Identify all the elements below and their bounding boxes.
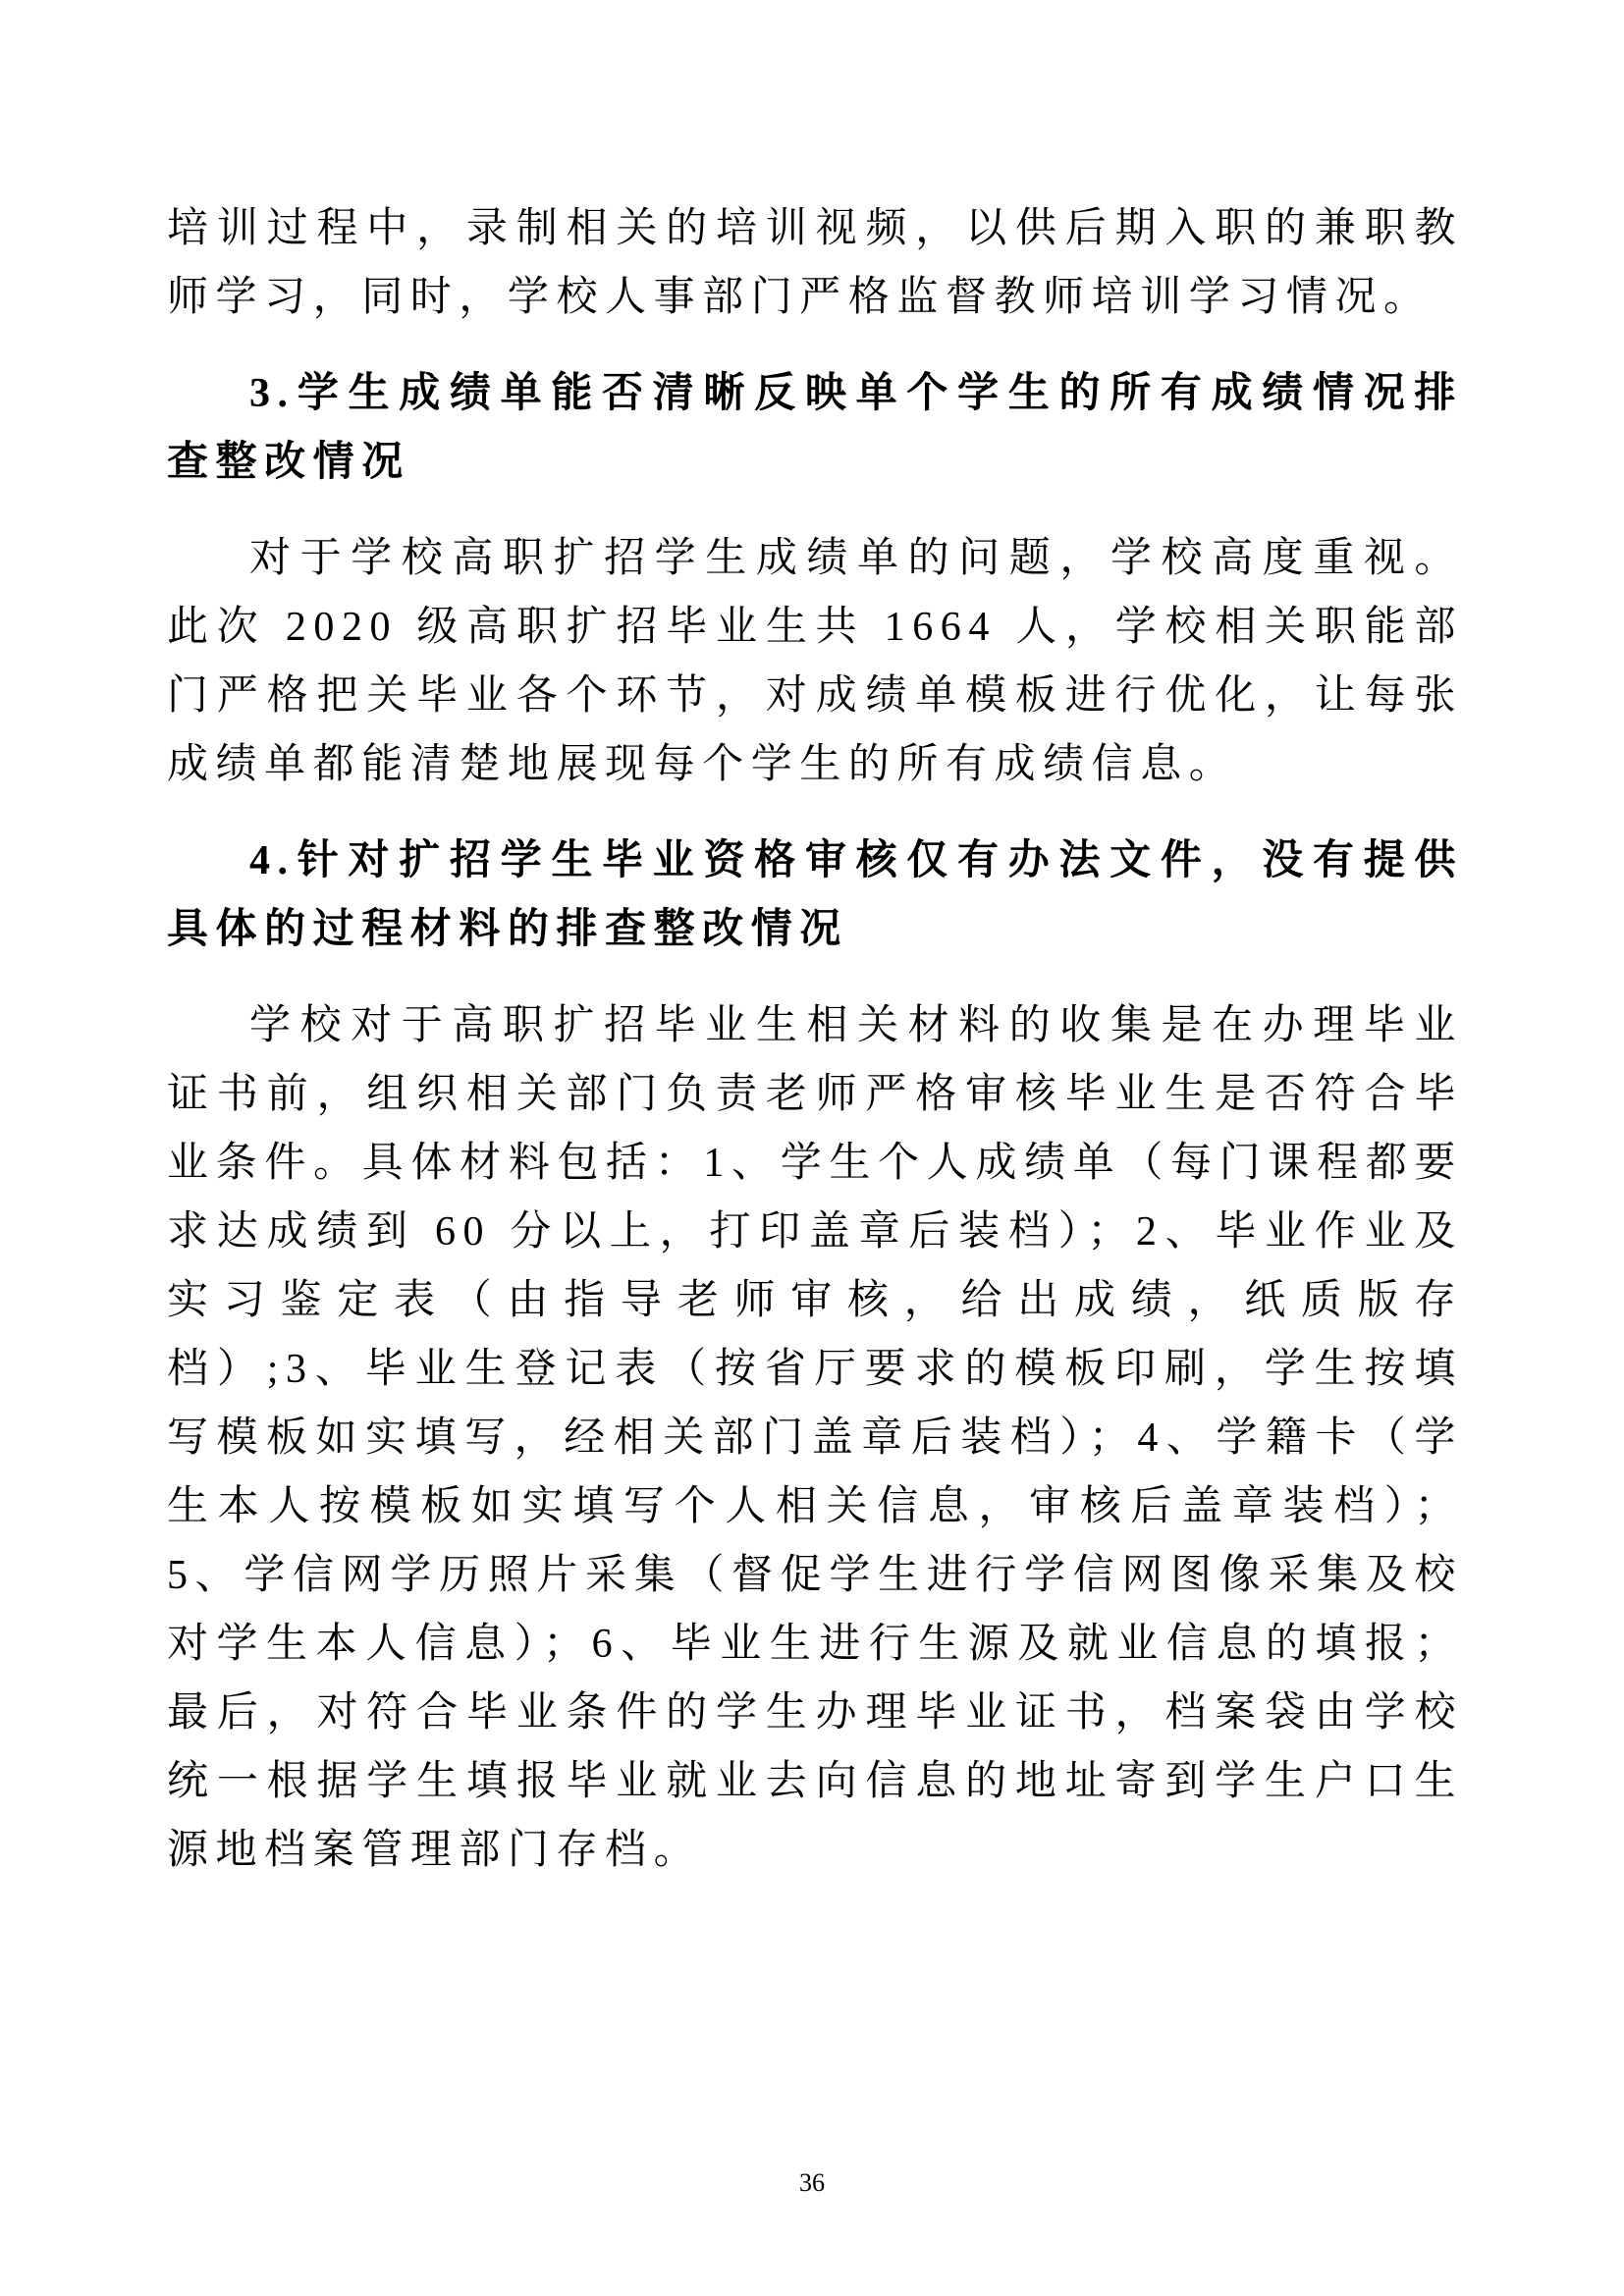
heading-item-3-transcript-clarity: 3.学生成绩单能否清晰反映单个学生的所有成绩情况排查整改情况	[167, 371, 1463, 485]
heading-item-4-graduation-review: 4.针对扩招学生毕业资格审核仅有办法文件，没有提供具体的过程材料的排查整改情况	[167, 838, 1463, 952]
paragraph-transcript-rectification: 对于学校高职扩招学生成绩单的问题，学校高度重视。此次 2020 级高职扩招毕业生共 1664 人，学校相关职能部门严格把关毕业各个环节，对成绩单模板进行优化，让每张成绩单都能清楚地展现每个学生的所有成绩信息。	[167, 536, 1463, 787]
paragraph-graduation-materials-process: 学校对于高职扩招毕业生相关材料的收集是在办理毕业证书前，组织相关部门负责老师严格审核毕业生是否符合毕业条件。具体材料包括：1、学生个人成绩单（每门课程都要求达成绩到 60 分以上，打印盖章后装档）；2、毕业作业及实习鉴定表（由指导老师审核，给出成绩，纸质版存档）;3、毕业生登记表（按省厅要求的模板印刷，学生按填写模板如实填写，经相关部门盖章后装档）；4、学籍卡（学生本人按模板如实填写个人相关信息，审核后盖章装档）；5、学信网学历照片采集（督促学生进行学信网图像采集及校对学生本人信息）；6、毕业生进行生源及就业信息的填报；最后，对符合毕业条件的学生办理毕业证书，档案袋由学校统一根据学生填报毕业就业去向信息的地址寄到学生户口生源地档案管理部门存档。	[167, 1003, 1463, 1873]
document-content	[167, 194, 1463, 1885]
paragraph-teacher-training-continuation: 培训过程中，录制相关的培训视频，以供后期入职的兼职教师学习，同时，学校人事部门严格监督教师培训学习情况。	[167, 206, 1463, 320]
page-number: 36	[799, 2168, 825, 2197]
